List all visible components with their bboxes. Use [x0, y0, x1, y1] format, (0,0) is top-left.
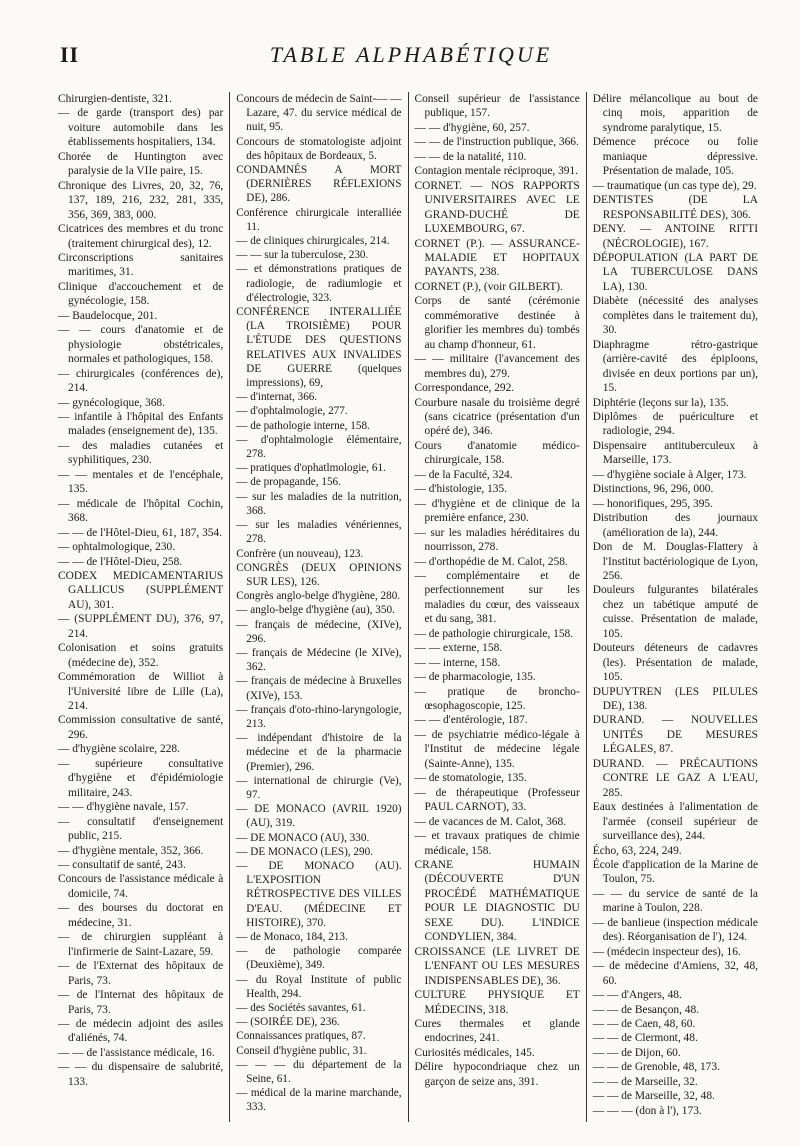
- index-entry: École d'application de la Marine de Toulon, 75.: [592, 859, 758, 886]
- index-entry: Diphtérie (leçons sur la), 135.: [592, 396, 729, 409]
- index-entry: Cures thermales et glande endocrines, 241.: [414, 1018, 580, 1045]
- index-entry: DUPUYTREN (LES PILULES DE), 138.: [592, 685, 758, 713]
- index-entry: Courbure nasale du troisième degré (sans cicatrice (présentation d'un opéré de), 346.: [414, 396, 580, 438]
- index-entry: Conseil d'hygiène public, 31.: [236, 1044, 367, 1057]
- index-entry: — — de Besançon, 48.: [592, 1003, 700, 1016]
- index-entry: — DE MONACO (AVRIL 1920) (AU), 319.: [236, 803, 402, 830]
- index-entry: — de thérapeutique (Professeur PAUL CARNOT), 33.: [414, 786, 580, 814]
- index-entry: Eaux destinées à l'alimentation de l'armée (conseil supérieur de surveillance des), 244.: [592, 801, 758, 843]
- index-entry: — — de l'Hôtel-Dieu, 61, 187, 354.: [58, 526, 223, 539]
- index-entry: — honorifiques, 295, 395.: [592, 497, 713, 510]
- index-entry: — consultatif de santé, 243.: [58, 859, 186, 872]
- index-entry: — — militaire (l'avancement des membres du), 279.: [414, 353, 580, 380]
- index-entry: — de pharmacologie, 135.: [414, 671, 536, 684]
- index-entry: — de l'Externat des hôpitaux de Paris, 73.: [58, 960, 224, 987]
- index-entry: CROISSANCE (LE LIVRET DE L'ENFANT OU LES MESURES INDISPENSABLES DE), 36.: [414, 945, 580, 987]
- index-entry: — — de la natalité, 110.: [414, 150, 527, 163]
- index-entry: — de banlieue (inspection médicale des). Réorganisation de l'), 124.: [592, 916, 758, 944]
- index-entry: — — d'entérologie, 187.: [414, 714, 528, 727]
- index-entry: Curiosités médicales, 145.: [414, 1046, 535, 1059]
- index-entry: — (médecin inspecteur des), 16.: [592, 945, 741, 958]
- index-entry: CULTURE PHYSIQUE ET MÉDECINS, 318.: [414, 989, 580, 1016]
- index-entry: CONFÉRENCE INTERALLIÉE (LA TROISIÈME) POUR L'ÉTUDE DES QUESTIONS RELATIVES AUX INVALIDES DE GUERRE (quelques impressions), 69,: [236, 306, 402, 390]
- index-entry: Délire mélancolique au bout de cinq mois, apparition de syndrome paralytique, 15.: [592, 93, 758, 134]
- index-entry: Don de M. Douglas-Flattery à l'Institut bactériologique de Lyon, 256.: [592, 541, 758, 582]
- page-header: [58, 40, 764, 74]
- index-entry: — des maladies cutanées et syphilitiques, 230.: [58, 439, 224, 467]
- index-entry: — de psychiatrie médico-légale à l'Institut de médecine légale (Sainte-Anne), 135.: [414, 728, 580, 770]
- index-entry: — — — (don à l'), 173.: [592, 1104, 702, 1117]
- index-entry: Corps de santé (cérémonie commémorative destinée à glorifier les membres du) tombés au champ d'honneur, 61.: [414, 295, 580, 351]
- index-entry: Cours d'anatomie médico-chirurgicale, 158.: [414, 439, 580, 467]
- index-entry: Clinique d'accouchement et de gynécologie, 158.: [58, 280, 224, 308]
- index-column-2: [229, 92, 407, 1122]
- index-entry: CODEX MEDICAMENTARIUS GALLICUS (SUPPLÉMENT AU), 301.: [58, 569, 224, 611]
- index-entry: — (SOIRÉE DE), 236.: [236, 1016, 340, 1029]
- index-entry: Écho, 63, 224, 249.: [592, 844, 682, 857]
- index-entry: Commémoration de Williot à l'Université libre de Lille (La), 214.: [58, 671, 224, 713]
- index-entry: Chronique des Livres, 20, 32, 76, 137, 189, 216, 232, 281, 335, 356, 369, 383, 000.: [58, 179, 224, 221]
- index-entry: DURAND. — PRÉCAUTIONS CONTRE LE GAZ A L'EAU, 285.: [592, 757, 758, 799]
- index-entry: — français d'oto-rhino-laryngologie, 213.: [236, 703, 402, 730]
- index-entry: Concours de médecin de Saint-— — Lazare, 47. du service médical de nuit, 95.: [236, 93, 402, 134]
- index-entry: Distribution des journaux (amélioration de la), 244.: [592, 512, 758, 539]
- index-entry: — de médecin adjoint des asiles d'aliénés, 74.: [58, 1018, 224, 1045]
- index-entry: — — mentales et de l'encéphale, 135.: [58, 468, 224, 496]
- index-entry: — français de médecine à Bruxelles (XIVe), 153.: [236, 675, 402, 702]
- index-entry: — pratique de broncho-œsophagoscopie, 125.: [414, 685, 580, 713]
- index-entry: — — sur la tuberculose, 230.: [236, 249, 369, 262]
- index-entry: DENTISTES (DE LA RESPONSABILITÉ DES), 306.: [592, 194, 758, 221]
- index-entry: Confrère (un nouveau), 123.: [236, 547, 364, 560]
- index-entry: Circonscriptions sanitaires maritimes, 31.: [58, 251, 224, 279]
- index-entry: Diplômes de puériculture et radiologie, 294.: [592, 410, 758, 438]
- index-entry: — DE MONACO (AU). L'EXPOSITION RÉTROSPECTIVE DES VILLES D'EAU. (MÉDECINE ET HISTOIRE), 370.: [236, 859, 402, 929]
- index-entry: — — de Clermont, 48.: [592, 1032, 698, 1045]
- index-entry: — sur les maladies de la nutrition, 368.: [236, 490, 402, 517]
- index-entry: Diabète (nécessité des analyses complètes dans le traitement du), 30.: [592, 295, 758, 337]
- index-entry: — — interne, 158.: [414, 656, 501, 669]
- index-entry: — traumatique (un cas type de), 29.: [592, 179, 757, 192]
- index-entry: — — du dispensaire de salubrité, 133.: [58, 1061, 224, 1088]
- index-entry: Concours de l'assistance médicale à domicile, 74.: [58, 873, 224, 900]
- index-entry: — DE MONACO (LES), 290.: [236, 845, 373, 858]
- index-entry: — de garde (transport des) par voiture automobile dans les établissements hospitaliers, 134.: [58, 107, 224, 149]
- index-entry: — du Royal Institute of public Health, 294.: [236, 973, 402, 1000]
- index-entry: — de cliniques chirurgicales, 214.: [236, 235, 390, 248]
- index-entry: — sur les maladies vénériennes, 278.: [236, 519, 402, 546]
- index-entry: Connaissances pratiques, 87.: [236, 1030, 366, 1043]
- index-entry: — ophtalmologique, 230.: [58, 541, 176, 554]
- index-entry: — d'orthopédie de M. Calot, 258.: [414, 555, 568, 568]
- index-entry: DÉPOPULATION (LA PART DE LA TUBERCULOSE DANS LA), 130.: [592, 251, 758, 293]
- index-entry: — de médecine d'Amiens, 32, 48, 60.: [592, 960, 758, 987]
- index-entry: Congrès anglo-belge d'hygiène, 280.: [236, 590, 401, 603]
- index-entry: Conférence chirurgicale interalliée 11.: [236, 206, 402, 233]
- index-entry: — — de Grenoble, 48, 173.: [592, 1061, 720, 1074]
- index-column-3: [408, 92, 586, 1122]
- index-entry: — de pathologie chirurgicale, 158.: [414, 627, 574, 640]
- index-entry: — d'hygiène scolaire, 228.: [58, 743, 180, 756]
- index-entry: Correspondance, 292.: [414, 382, 515, 395]
- index-entry: Distinctions, 96, 296, 000.: [592, 483, 714, 496]
- index-entry: — médical de la marine marchande, 333.: [236, 1087, 402, 1114]
- index-entry: — français de médecine, (XIVe), 296.: [236, 618, 402, 645]
- index-entry: — et travaux pratiques de chimie médicale, 158.: [414, 830, 580, 857]
- index-entry: — des Sociétés savantes, 61.: [236, 1002, 366, 1014]
- index-entry: — d'hygiène et de clinique de la première enfance, 230.: [414, 497, 580, 525]
- page-title: TABLE ALPHABÉTIQUE: [269, 42, 553, 67]
- index-entry: DENY. — ANTOINE RITTI (NÉCROLOGIE), 167.: [592, 223, 758, 250]
- index-entry: — international de chirurgie (Ve), 97.: [236, 774, 402, 801]
- index-entry: — de Monaco, 184, 213.: [236, 930, 348, 943]
- index-entry: — supérieure consultative d'hygiène et d'épidémiologie militaire, 243.: [58, 757, 224, 799]
- index-entry: Démence précoce ou folie maniaque dépressive. Présentation de malade, 105.: [592, 136, 758, 178]
- index-entry: — complémentaire et de perfectionnement sur les maladies du cœur, des vaisseaux et du sang, 381.: [414, 569, 580, 626]
- index-entry: — — de l'Hôtel-Dieu, 258.: [58, 555, 183, 568]
- index-entry: — — de l'instruction publique, 366.: [414, 136, 579, 149]
- index-entry: — de propagande, 156.: [236, 476, 341, 489]
- index-entry: — — d'hygiène, 60, 257.: [414, 121, 530, 134]
- index-entry: — de pathologie comparée (Deuxième), 349.: [236, 945, 402, 972]
- index-entry: — de la Faculté, 324.: [414, 468, 513, 481]
- index-entry: CORNET (P.), (voir GILBERT).: [414, 280, 563, 293]
- index-entry: Douteurs déteneurs de cadavres (les). Présentation de malade, 105.: [592, 642, 758, 684]
- index-entry: — (SUPPLÉMENT DU), 376, 97, 214.: [58, 613, 224, 640]
- index-entry: — d'histologie, 135.: [414, 483, 508, 496]
- index-entry: — pratiques d'ophatlmologie, 61.: [236, 462, 386, 475]
- index-entry: — d'hygiène mentale, 352, 366.: [58, 844, 204, 857]
- index-entry: DURAND. — NOUVELLES UNITÉS DE MESURES LÉGALES, 87.: [592, 714, 758, 756]
- index-entry: — d'ophtalmologie, 277.: [236, 405, 348, 418]
- index-entry: Dispensaire antituberculeux à Marseille, 173.: [592, 439, 758, 467]
- index-entry: — — de Caen, 48, 60.: [592, 1018, 696, 1030]
- index-column-4: [586, 92, 764, 1122]
- index-entry: Concours de stomatologiste adjoint des hôpitaux de Bordeaux, 5.: [236, 135, 402, 162]
- index-entry: CONDAMNÉS A MORT (DERNIÈRES RÉFLEXIONS DE), 286.: [236, 164, 402, 205]
- index-entry: — sur les maladies héréditaires du nourrisson, 278.: [414, 526, 580, 554]
- index-entry: — — externe, 158.: [414, 642, 503, 655]
- index-entry: — — de Dijon, 60.: [592, 1046, 681, 1059]
- index-entry: Délire hypocondriaque chez un garçon de seize ans, 391.: [414, 1061, 580, 1088]
- page-number: II: [60, 42, 80, 67]
- index-entry: — — de l'assistance médicale, 16.: [58, 1046, 215, 1059]
- index-entry: — de vacances de M. Calot, 368.: [414, 815, 567, 828]
- index-entry: — d'ophtalmologie élémentaire, 278.: [236, 433, 402, 461]
- index-entry: — des bourses du doctorat en médecine, 31.: [58, 902, 224, 929]
- index-entry: Douleurs fulgurantes bilatérales chez un tabétique amputé de cuisse. Présentation de malade, 105.: [592, 584, 758, 640]
- index-entry: Chirurgien-dentiste, 321.: [58, 93, 172, 105]
- index-entry: — — du service de santé de la marine à Toulon, 228.: [592, 887, 758, 915]
- index-entry: — — de Marseille, 32.: [592, 1075, 698, 1088]
- index-entry: — consultatif d'enseignement public, 215.: [58, 815, 224, 843]
- index-entry: — et démonstrations pratiques de radiologie, de radiumlogie et d'électrologie, 323.: [236, 263, 402, 304]
- index-entry: — anglo-belge d'hygiène (au), 350.: [236, 604, 395, 617]
- index-entry: Diaphragme rétro-gastrique (arrière-cavité des épiploons, divisée en deux portions par un), 15.: [592, 338, 758, 395]
- index-entry: — chirurgicales (conférences de), 214.: [58, 367, 224, 395]
- index-entry: — gynécologique, 368.: [58, 396, 165, 409]
- index-entry: CRANE HUMAIN (DÉCOUVERTE D'UN PROCÉDÉ MATHÉMATIQUE POUR LE DIAGNOSTIC DU SEXE DU). L'INDICE CONDYLIEN, 384.: [414, 859, 580, 944]
- index-entry: — infantile à l'hôpital des Enfants malades (enseignement de), 135.: [58, 410, 224, 438]
- index-entry: — d'hygiène sociale à Alger, 173.: [592, 468, 747, 481]
- index-entry: — français de Médecine (le XIVe), 362.: [236, 646, 402, 674]
- index-column-1: [58, 92, 229, 1122]
- index-entry: — de pathologie interne, 158.: [236, 419, 370, 432]
- index-entry: — — d'hygiène navale, 157.: [58, 801, 189, 814]
- index-entry: — d'internat, 366.: [236, 391, 318, 404]
- index-entry: — Baudelocque, 201.: [58, 309, 158, 322]
- index-entry: CONGRÈS (DEUX OPINIONS SUR LES), 126.: [236, 561, 402, 588]
- index-entry: — — d'Angers, 48.: [592, 989, 682, 1002]
- index-entry: Contagion mentale réciproque, 391.: [414, 165, 579, 178]
- index-entry: — indépendant d'histoire de la médecine et de la pharmacie (Premier), 296.: [236, 732, 402, 773]
- index-entry: Chorée de Huntington avec paralysie de la VIIe paire, 15.: [58, 150, 224, 178]
- index-entry: Colonisation et soins gratuits (médecine de), 352.: [58, 642, 224, 669]
- index-entry: Conseil supérieur de l'assistance publique, 157.: [414, 93, 580, 120]
- index-entry: — de l'Internat des hôpitaux de Paris, 73.: [58, 989, 224, 1016]
- index-entry: — médicale de l'hôpital Cochin, 368.: [58, 497, 224, 525]
- index-entry: — DE MONACO (AU), 330.: [236, 831, 370, 844]
- index-entry: — — cours d'anatomie et de physiologie obstétricales, normales et pathologiques, 158.: [58, 324, 224, 366]
- index-entry: Commission consultative de santé, 296.: [58, 714, 224, 741]
- index-entry: Cicatrices des membres et du tronc (traitement chirurgical des), 12.: [58, 223, 224, 250]
- index-entry: CORNET. — NOS RAPPORTS UNIVERSITAIRES AVEC LE GRAND-DUCHÉ DE LUXEMBOURG, 67.: [414, 179, 580, 236]
- index-entry: — de chirurgien suppléant à l'infirmerie de Saint-Lazare, 59.: [58, 931, 224, 958]
- index-entry: — — de Marseille, 32, 48.: [592, 1090, 715, 1103]
- index-entry: CORNET (P.). — ASSURANCE-MALADIE ET HOPITAUX PAYANTS, 238.: [414, 237, 580, 279]
- index-entry: — de stomatologie, 135.: [414, 772, 527, 785]
- index-columns: [58, 92, 764, 1122]
- index-entry: — — — du département de la Seine, 61.: [236, 1058, 402, 1086]
